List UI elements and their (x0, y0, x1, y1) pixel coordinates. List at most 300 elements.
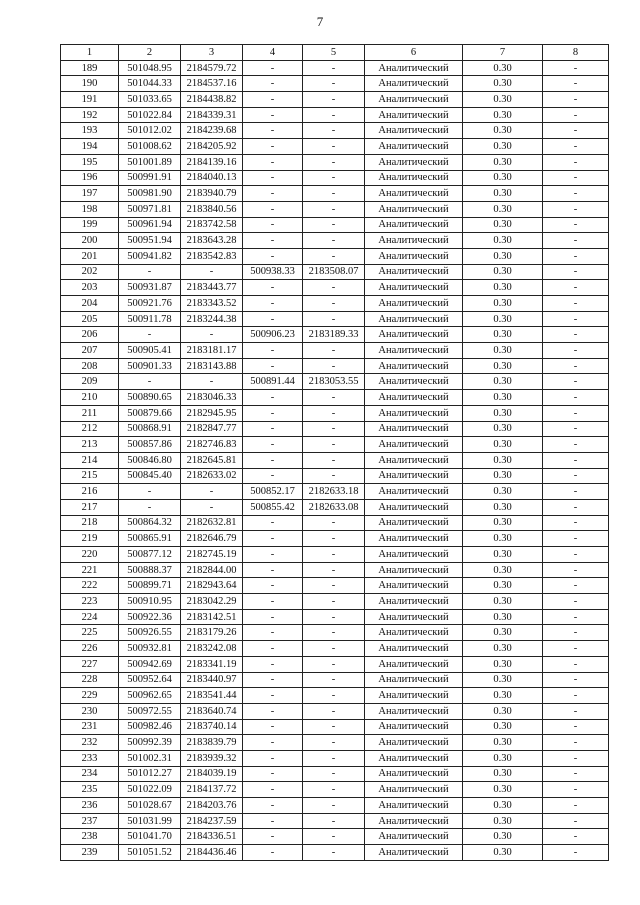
table-cell: 215 (61, 468, 119, 484)
table-row (61, 766, 609, 782)
table-cell: - (303, 813, 365, 829)
table-row (61, 139, 609, 155)
table-cell: Аналитический (365, 154, 463, 170)
table-cell: - (243, 562, 303, 578)
table-cell: - (243, 170, 303, 186)
table-cell: 2184039.19 (181, 766, 243, 782)
table-row (61, 248, 609, 264)
table-cell: Аналитический (365, 562, 463, 578)
table-cell: 229 (61, 688, 119, 704)
table-cell: 2184436.46 (181, 845, 243, 861)
table-cell: Аналитический (365, 390, 463, 406)
table-cell: - (243, 139, 303, 155)
table-cell: 500911.78 (119, 311, 181, 327)
table-cell: - (543, 60, 609, 76)
table-cell: 501002.31 (119, 750, 181, 766)
table-row (61, 813, 609, 829)
table-cell: - (543, 374, 609, 390)
table-cell: Аналитический (365, 186, 463, 202)
table-cell: 501033.65 (119, 92, 181, 108)
table-cell: - (543, 719, 609, 735)
table-row (61, 703, 609, 719)
table-cell: 2183179.26 (181, 625, 243, 641)
table-cell: Аналитический (365, 499, 463, 515)
table-cell: 500857.86 (119, 437, 181, 453)
table-cell: 197 (61, 186, 119, 202)
table-cell: - (303, 76, 365, 92)
table-cell: 216 (61, 484, 119, 500)
table-cell: - (543, 170, 609, 186)
table-cell: 0.30 (463, 798, 543, 814)
table-cell: Аналитический (365, 703, 463, 719)
table-cell: - (303, 845, 365, 861)
table-cell: Аналитический (365, 719, 463, 735)
table-cell: Аналитический (365, 437, 463, 453)
table-cell: 0.30 (463, 641, 543, 657)
table-row (61, 327, 609, 343)
table-row (61, 390, 609, 406)
table-row (61, 60, 609, 76)
table-cell: 2183181.17 (181, 343, 243, 359)
table-cell: Аналитический (365, 594, 463, 610)
table-cell: 233 (61, 750, 119, 766)
table-cell: - (243, 76, 303, 92)
table-row (61, 798, 609, 814)
table-cell: Аналитический (365, 76, 463, 92)
table-cell: 0.30 (463, 766, 543, 782)
table-cell: 2183189.33 (303, 327, 365, 343)
table-cell: 0.30 (463, 562, 543, 578)
table-cell: 2183839.79 (181, 735, 243, 751)
table-row (61, 499, 609, 515)
table-cell: - (543, 405, 609, 421)
table-row (61, 405, 609, 421)
table-cell: 228 (61, 672, 119, 688)
table-cell: - (181, 264, 243, 280)
table-cell: 2183640.74 (181, 703, 243, 719)
table-cell: 0.30 (463, 311, 543, 327)
table-cell: - (303, 578, 365, 594)
column-header: 4 (243, 45, 303, 61)
table-cell: 500992.39 (119, 735, 181, 751)
table-cell: - (303, 515, 365, 531)
table-cell: 2184040.13 (181, 170, 243, 186)
table-cell: 2182646.79 (181, 531, 243, 547)
table-body (61, 60, 609, 860)
table-row (61, 76, 609, 92)
table-cell: - (243, 280, 303, 296)
table-cell: 0.30 (463, 578, 543, 594)
table-cell: - (543, 76, 609, 92)
table-cell: Аналитический (365, 484, 463, 500)
table-cell: 500932.81 (119, 641, 181, 657)
table-cell: - (243, 107, 303, 123)
table-cell: 0.30 (463, 813, 543, 829)
table-row (61, 845, 609, 861)
table-cell: - (119, 484, 181, 500)
table-row (61, 750, 609, 766)
table-cell: - (303, 296, 365, 312)
table-cell: 0.30 (463, 782, 543, 798)
table-cell: 500942.69 (119, 656, 181, 672)
table-cell: - (303, 248, 365, 264)
table-cell: - (303, 468, 365, 484)
table-cell: 500991.91 (119, 170, 181, 186)
table-cell: Аналитический (365, 547, 463, 563)
table-cell: 2183742.58 (181, 217, 243, 233)
table-cell: 0.30 (463, 547, 543, 563)
table-cell: Аналитический (365, 688, 463, 704)
table-cell: Аналитический (365, 405, 463, 421)
table-cell: 501048.95 (119, 60, 181, 76)
table-cell: 2183939.32 (181, 750, 243, 766)
table-cell: - (543, 562, 609, 578)
table-cell: 2184137.72 (181, 782, 243, 798)
table-cell: Аналитический (365, 829, 463, 845)
table-cell: 194 (61, 139, 119, 155)
table-cell: 501012.02 (119, 123, 181, 139)
table-row (61, 437, 609, 453)
table-cell: - (303, 358, 365, 374)
table-cell: 0.30 (463, 845, 543, 861)
table-cell: 501051.52 (119, 845, 181, 861)
table-cell: - (243, 672, 303, 688)
table-cell: 2184579.72 (181, 60, 243, 76)
table-cell: 0.30 (463, 217, 543, 233)
table-cell: 2184237.59 (181, 813, 243, 829)
table-cell: - (303, 656, 365, 672)
table-cell: 192 (61, 107, 119, 123)
table-cell: Аналитический (365, 217, 463, 233)
table-cell: - (243, 766, 303, 782)
table-cell: - (303, 452, 365, 468)
table-cell: - (543, 798, 609, 814)
table-cell: 500926.55 (119, 625, 181, 641)
table-cell: - (243, 782, 303, 798)
table-cell: 501012.27 (119, 766, 181, 782)
table-row (61, 829, 609, 845)
table-cell: 0.30 (463, 719, 543, 735)
table-cell: - (181, 327, 243, 343)
table-cell: - (303, 531, 365, 547)
table-cell: Аналитический (365, 374, 463, 390)
table-cell: - (243, 123, 303, 139)
table-cell: - (303, 594, 365, 610)
table-cell: - (303, 609, 365, 625)
table-cell: - (543, 358, 609, 374)
table-cell: 2183053.55 (303, 374, 365, 390)
table-cell: 0.30 (463, 829, 543, 845)
table-cell: - (543, 499, 609, 515)
table-cell: - (543, 813, 609, 829)
table-cell: 190 (61, 76, 119, 92)
table-cell: - (303, 107, 365, 123)
table-cell: - (243, 531, 303, 547)
table-row (61, 421, 609, 437)
table-cell: 2183440.97 (181, 672, 243, 688)
table-cell: Аналитический (365, 123, 463, 139)
table-row (61, 296, 609, 312)
table-cell: 0.30 (463, 60, 543, 76)
table-cell: 0.30 (463, 750, 543, 766)
table-cell: - (543, 452, 609, 468)
table-cell: 2183341.19 (181, 656, 243, 672)
table-cell: - (303, 186, 365, 202)
table-cell: 230 (61, 703, 119, 719)
table-cell: - (243, 813, 303, 829)
table-cell: - (119, 374, 181, 390)
table-cell: Аналитический (365, 343, 463, 359)
table-cell: - (303, 217, 365, 233)
table-cell: 232 (61, 735, 119, 751)
table-cell: - (243, 201, 303, 217)
table-cell: 0.30 (463, 531, 543, 547)
table-cell: 223 (61, 594, 119, 610)
table-cell: - (303, 798, 365, 814)
table-cell: 214 (61, 452, 119, 468)
table-cell: 2184239.68 (181, 123, 243, 139)
table-cell: - (243, 186, 303, 202)
table-cell: Аналитический (365, 358, 463, 374)
table-cell: 221 (61, 562, 119, 578)
table-cell: 0.30 (463, 186, 543, 202)
column-header: 1 (61, 45, 119, 61)
table-cell: 0.30 (463, 248, 543, 264)
table-cell: 2184537.16 (181, 76, 243, 92)
table-cell: Аналитический (365, 845, 463, 861)
table-row (61, 123, 609, 139)
table-cell: 501008.62 (119, 139, 181, 155)
table-cell: 212 (61, 421, 119, 437)
table-row (61, 688, 609, 704)
table-cell: 2182632.81 (181, 515, 243, 531)
table-cell: - (243, 92, 303, 108)
table-cell: - (543, 703, 609, 719)
table-row (61, 374, 609, 390)
table-cell: Аналитический (365, 782, 463, 798)
table-row (61, 343, 609, 359)
table-cell: 500905.41 (119, 343, 181, 359)
table-cell: - (243, 154, 303, 170)
table-cell: Аналитический (365, 515, 463, 531)
table-cell: 234 (61, 766, 119, 782)
table-row (61, 578, 609, 594)
table-row (61, 217, 609, 233)
table-cell: Аналитический (365, 327, 463, 343)
table-cell: - (303, 170, 365, 186)
table-cell: - (303, 390, 365, 406)
table-cell: 500891.44 (243, 374, 303, 390)
table-row (61, 201, 609, 217)
table-cell: 500899.71 (119, 578, 181, 594)
table-cell: 500981.90 (119, 186, 181, 202)
table-row (61, 107, 609, 123)
table-row (61, 782, 609, 798)
table-cell: Аналитический (365, 248, 463, 264)
table-cell: 193 (61, 123, 119, 139)
table-cell: 0.30 (463, 656, 543, 672)
table-row (61, 311, 609, 327)
table-cell: 0.30 (463, 374, 543, 390)
table-cell: - (303, 735, 365, 751)
table-cell: 203 (61, 280, 119, 296)
table-cell: - (543, 829, 609, 845)
table-cell: - (543, 845, 609, 861)
table-cell: 2183142.51 (181, 609, 243, 625)
table-cell: Аналитический (365, 750, 463, 766)
table-cell: - (243, 829, 303, 845)
table-cell: 2183740.14 (181, 719, 243, 735)
table-cell: - (243, 233, 303, 249)
table-cell: Аналитический (365, 735, 463, 751)
table-cell: Аналитический (365, 609, 463, 625)
table-cell: 0.30 (463, 672, 543, 688)
table-row (61, 625, 609, 641)
table-row (61, 280, 609, 296)
table-cell: - (243, 641, 303, 657)
table-cell: - (243, 217, 303, 233)
table-cell: - (543, 735, 609, 751)
table-cell: 2184205.92 (181, 139, 243, 155)
table-row (61, 656, 609, 672)
table-cell: 0.30 (463, 499, 543, 515)
table-cell: 500864.32 (119, 515, 181, 531)
table-cell: 238 (61, 829, 119, 845)
table-cell: 500877.12 (119, 547, 181, 563)
table-cell: - (243, 437, 303, 453)
table-cell: Аналитический (365, 280, 463, 296)
table-cell: 2183541.44 (181, 688, 243, 704)
table-cell: 219 (61, 531, 119, 547)
table-cell: 0.30 (463, 76, 543, 92)
table-cell: Аналитический (365, 170, 463, 186)
table-cell: Аналитический (365, 452, 463, 468)
table-cell: - (543, 154, 609, 170)
table-cell: 501044.33 (119, 76, 181, 92)
table-cell: - (303, 688, 365, 704)
table-cell: - (243, 798, 303, 814)
table-cell: 0.30 (463, 358, 543, 374)
table-cell: 208 (61, 358, 119, 374)
table-cell: 0.30 (463, 437, 543, 453)
table-cell: - (243, 343, 303, 359)
table-row (61, 233, 609, 249)
table-cell: 500982.46 (119, 719, 181, 735)
table-cell: - (243, 452, 303, 468)
table-cell: - (543, 641, 609, 657)
table-cell: 500879.66 (119, 405, 181, 421)
table-cell: 198 (61, 201, 119, 217)
table-cell: 226 (61, 641, 119, 657)
table-cell: 2183508.07 (303, 264, 365, 280)
table-row (61, 170, 609, 186)
table-cell: 231 (61, 719, 119, 735)
table-cell: - (303, 782, 365, 798)
table-cell: 0.30 (463, 484, 543, 500)
table-cell: 500852.17 (243, 484, 303, 500)
table-cell: 236 (61, 798, 119, 814)
table-cell: Аналитический (365, 264, 463, 280)
table-cell: - (243, 390, 303, 406)
table-cell: 0.30 (463, 233, 543, 249)
table-cell: 0.30 (463, 280, 543, 296)
table-cell: 500962.65 (119, 688, 181, 704)
table-cell: 210 (61, 390, 119, 406)
table-cell: 501028.67 (119, 798, 181, 814)
table-cell: - (543, 343, 609, 359)
table-cell: - (543, 766, 609, 782)
column-header: 5 (303, 45, 365, 61)
table-cell: - (543, 578, 609, 594)
table-row (61, 719, 609, 735)
table-cell: 500952.64 (119, 672, 181, 688)
table-cell: - (303, 750, 365, 766)
column-header: 3 (181, 45, 243, 61)
table-cell: - (543, 437, 609, 453)
table-cell: 225 (61, 625, 119, 641)
table-cell: 500906.23 (243, 327, 303, 343)
table-cell: - (543, 233, 609, 249)
table-cell: 500951.94 (119, 233, 181, 249)
table-cell: 2182633.08 (303, 499, 365, 515)
table-cell: - (303, 139, 365, 155)
table-cell: 200 (61, 233, 119, 249)
table-cell: 500972.55 (119, 703, 181, 719)
table-cell: Аналитический (365, 311, 463, 327)
table-cell: - (543, 327, 609, 343)
table-cell: 202 (61, 264, 119, 280)
table-cell: 2182633.02 (181, 468, 243, 484)
table-cell: 2182645.81 (181, 452, 243, 468)
table-cell: 235 (61, 782, 119, 798)
table-cell: Аналитический (365, 625, 463, 641)
table-cell: Аналитический (365, 60, 463, 76)
table-row (61, 672, 609, 688)
table-cell: Аналитический (365, 92, 463, 108)
table-cell: 201 (61, 248, 119, 264)
table-cell: - (303, 829, 365, 845)
table-cell: - (543, 750, 609, 766)
table-cell: - (303, 233, 365, 249)
page-number: 7 (316, 14, 324, 29)
table-cell: 501031.99 (119, 813, 181, 829)
table-cell: 501041.70 (119, 829, 181, 845)
table-cell: Аналитический (365, 578, 463, 594)
table-cell: - (543, 688, 609, 704)
table-cell: 500922.36 (119, 609, 181, 625)
table-cell: - (543, 123, 609, 139)
table-row (61, 609, 609, 625)
table-cell: 0.30 (463, 390, 543, 406)
table-cell: 2183542.83 (181, 248, 243, 264)
table-cell: 2182745.19 (181, 547, 243, 563)
table-cell: - (543, 217, 609, 233)
table-cell: Аналитический (365, 672, 463, 688)
table-cell: 2183242.08 (181, 641, 243, 657)
table-cell: - (303, 405, 365, 421)
table-cell: - (119, 327, 181, 343)
table-cell: 2184438.82 (181, 92, 243, 108)
table-row (61, 562, 609, 578)
table-cell: 500855.42 (243, 499, 303, 515)
table-cell: - (119, 499, 181, 515)
table-cell: - (303, 719, 365, 735)
table-cell: 2184336.51 (181, 829, 243, 845)
table-cell: - (543, 609, 609, 625)
table-cell: - (543, 248, 609, 264)
table-cell: 500961.94 (119, 217, 181, 233)
table-cell: 500865.91 (119, 531, 181, 547)
